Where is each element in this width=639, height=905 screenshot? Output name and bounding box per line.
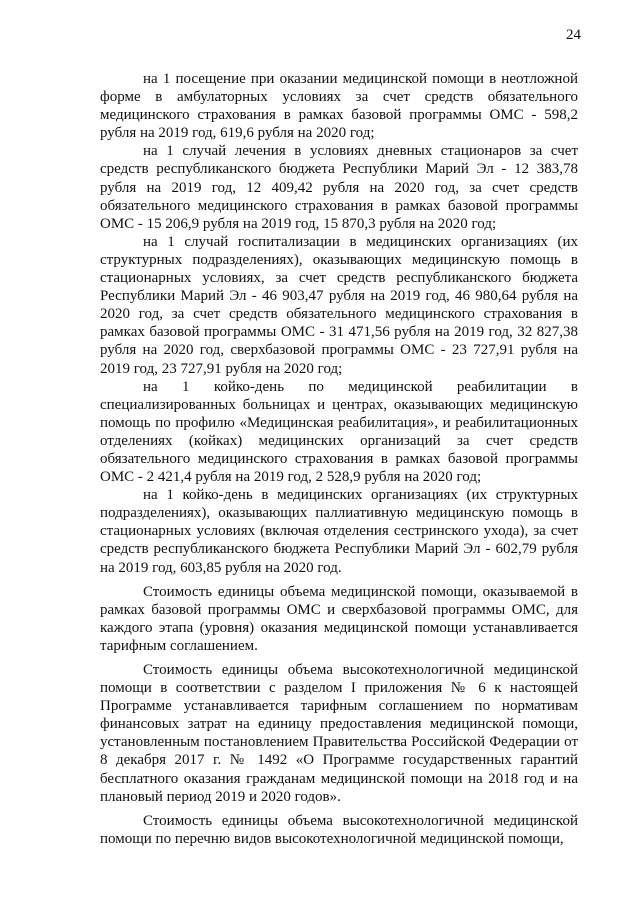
paragraph-palliative-care: на 1 койко-день в медицинских организациях (их структурных подразделениях), оказывающих паллиативную медицинскую помощь в стационарных условиях (включая отделения сестринского ухода), за счет средств республиканского бюджета Республики Марий Эл - 602,79 рубля на 2019 год, 603,85 рубля на 2020 год. (100, 487, 578, 576)
document-body (100, 70, 578, 848)
paragraph-unit-cost: Стоимость единицы объема медицинской помощи, оказываемой в рамках базовой программы ОМС и сверхбазовой программы ОМС, для каждого этапа (уровня) оказания медицинской помощи устанавливается тарифным соглашением. (100, 583, 578, 654)
paragraph-high-tech-list: Стоимость единицы объема высокотехнологичной медицинской помощи по перечню видов высокотехнологичной медицинской помощи, (100, 812, 578, 847)
paragraph-day-hospital: на 1 случай лечения в условиях дневных стационаров за счет средств республиканского бюджета Республики Марий Эл - 12 383,78 рубля на 2019 год, 12 409,42 рубля на 2020 год, за счет средств обязательного медицинского страхования в рамках базовой программы ОМС - 15 206,9 рубля на 2019 год, 15 870,3 рубля на 2020 год; (100, 143, 578, 232)
page-number: 24 (566, 27, 581, 43)
paragraph-high-tech-care: Стоимость единицы объема высокотехнологичной медицинской помощи в соответствии с разделом I приложения № 6 к настоящей Программе устанавливается тарифным соглашением по нормативам финансовых затрат на единицу предоставления медицинской помощи, установленным постановлением Правительства Российской Федерации от 8 декабря 2017 г. № 1492 «О Программе государственных гарантий бесплатного оказания гражданам медицинской помощи на 2018 год и на плановый период 2019 и 2020 годов». (100, 662, 578, 805)
paragraph-hospitalization: на 1 случай госпитализации в медицинских организациях (их структурных подразделениях), оказывающих медицинскую помощь в стационарных условиях, за счет средств республиканского бюджета Республики Марий Эл - 46 903,47 рубля на 2019 год, 46 980,64 рубля на 2020 год, за счет средств обязательного медицинского страхования в рамках базовой программы ОМС - 31 471,56 рубля на 2019 год, 32 827,38 рубля на 2020 год, сверхбазовой программы ОМС - 23 727,91 рубля на 2019 год, 23 727,91 рубля на 2020 год; (100, 233, 578, 377)
paragraph-emergency-visit: на 1 посещение при оказании медицинской помощи в неотложной форме в амбулаторных условиях за счет средств обязательного медицинского страхования в рамках базовой программы ОМС - 598,2 рубля на 2019 год, 619,6 рубля на 2020 год; (100, 71, 578, 142)
paragraph-rehabilitation: на 1 койко-день по медицинской реабилитации в специализированных больницах и центрах, оказывающих медицинскую помощь по профилю «Медицинская реабилитация», и реабилитационных отделениях (койках) медицинских организаций за счет средств обязательного медицинского страхования в рамках базовой программы ОМС - 2 421,4 рубля на 2019 год, 2 528,9 рубля на 2020 год; (100, 378, 578, 486)
